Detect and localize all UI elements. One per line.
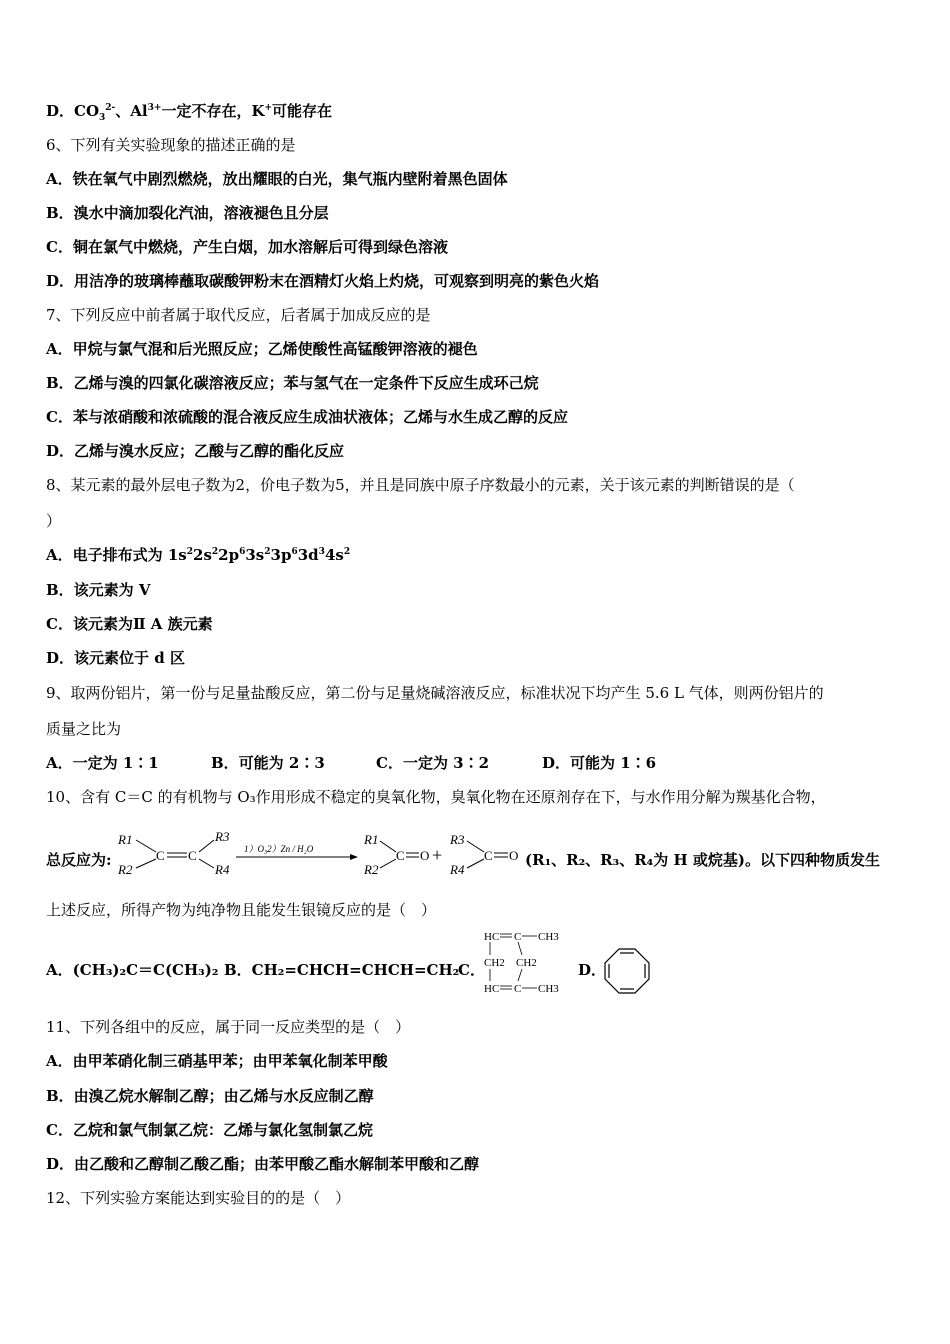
q11-option-b: B．由溴乙烷水解制乙醇；由乙烯与水反应制乙醇 [46,1087,374,1105]
struct-c-top: C [514,931,522,943]
struct-ch2-right: CH2 [516,957,537,969]
q8-option-b: B．该元素为 V [46,581,151,599]
question-6: 6、下列有关实验现象的描述正确的是 [46,136,296,154]
q10-option-d: D． [578,961,607,979]
question-10: 10、含有 C＝C 的有机物与 O₃作用形成不稳定的臭氧化物，臭氧化物在还原剂存在下，与水作用分解为羰基化合物， [46,788,826,806]
eq-r1: R1 [118,832,133,847]
question-10-cont: 上述反应，所得产物为纯净物且能发生银镜反应的是（ ） [46,901,437,919]
q11-option-d: D．由乙酸和乙醇制乙酸乙酯；由苯甲酸乙酯水解制苯甲酸和乙醇 [46,1155,480,1173]
cyclooctatetraene-structure [603,947,651,995]
question-8: 8、某元素的最外层电子数为2，价电子数为5，并且是同族中原子序数最小的元素，关于该元素的判断错误的是（ [46,476,795,494]
eq-r2-product: R2 [364,862,379,877]
eq-r1-product: R1 [364,832,379,847]
eq-c4: C [484,848,493,863]
q11-option-c: C．乙烷和氯气制氯乙烷：乙烯与氯化氢制氯乙烷 [46,1121,373,1139]
eq-r2: R2 [118,862,133,877]
struct-ch2-left: CH2 [484,957,505,969]
eq-r3-product: R3 [450,832,465,847]
q9-option-c: C．一定为 3∶2 [376,754,490,772]
q8-option-d: D．该元素位于 d 区 [46,649,185,667]
struct-ch3-top: CH3 [538,931,559,943]
struct-hc-bottom: HC [484,983,500,995]
question-7: 7、下列反应中前者属于取代反应，后者属于加成反应的是 [46,306,431,324]
question-9-cont: 质量之比为 [46,720,122,738]
eq-c3: C [396,848,405,863]
struct-c-bottom: C [514,983,522,995]
question-12: 12、下列实验方案能达到实验目的的是（ ） [46,1189,351,1207]
q9-option-d: D．可能为 1∶6 [542,754,657,772]
eq-plus: + [432,845,443,865]
q6-option-b: B．溴水中滴加裂化汽油，溶液褪色且分层 [46,204,329,222]
q6-option-c: C．铜在氯气中燃烧，产生白烟，加水溶解后可得到绿色溶液 [46,238,448,256]
q6-option-a: A．铁在氧气中剧烈燃烧，放出耀眼的白光，集气瓶内壁附着黑色固体 [46,170,508,188]
q10-option-c: C． [458,961,485,979]
eq-c1: C [156,848,165,863]
q7-option-b: B．乙烯与溴的四氯化碳溶液反应；苯与氢气在一定条件下反应生成环己烷 [46,374,539,392]
q6-option-d: D．用洁净的玻璃棒蘸取碳酸钾粉末在酒精灯火焰上灼烧，可观察到明亮的紫色火焰 [46,272,600,290]
question-9: 9、取两份铝片，第一份与足量盐酸反应，第二份与足量烧碱溶液反应，标准状况下均产生 5.6 L 气体，则两份铝片的 [46,684,824,702]
eq-o2: O [509,848,519,863]
eq-r4-product: R4 [450,862,465,877]
q7-option-a: A．甲烷与氯气混和后光照反应；乙烯使酸性高锰酸钾溶液的褪色 [46,340,478,358]
question-11: 11、下列各组中的反应，属于同一反应类型的是（ ） [46,1018,411,1036]
struct-hc-top: HC [484,931,500,943]
q10-option-b: B．CH₂=CHCH=CHCH=CH₂ [224,961,460,979]
q10-total-label: 总反应为: [46,851,112,869]
q8-option-c: C．该元素为Ⅱ A 族元素 [46,615,213,633]
q8-option-a: A．电子排布式为 $1s^22s^22p^63s^23p^63d^34s^2$ [46,546,351,564]
q9-option-a: A．一定为 1∶1 [46,754,159,772]
question-8-end: ） [46,512,62,530]
eq-r4: R4 [215,862,230,877]
eq-r3: R3 [215,829,230,844]
struct-ch3-bottom: CH3 [538,983,559,995]
q9-option-b: B．可能为 2∶3 [211,754,325,772]
q10-option-a: A．(CH₃)₂C＝C(CH₃)₂ [46,961,219,979]
cyclohexadiene-structure [482,928,568,998]
eq-o1: O [420,848,430,863]
ozonolysis-equation [112,826,532,882]
q11-option-a: A．由甲苯硝化制三硝基甲苯；由甲苯氧化制苯甲酸 [46,1052,388,1070]
q10-equation-tail: (R₁、R₂、R₃、R₄为 H 或烷基)。以下四种物质发生 [525,851,880,869]
eq-conditions: 1）O₃2）Zn / H₂O [244,844,314,854]
eq-c2: C [188,848,197,863]
q5-option-d: D．$CO_3^{2-}$、$Al^{3+}$一定不存在，K+可能存在 [46,102,333,123]
q7-option-c: C．苯与浓硝酸和浓硫酸的混合液反应生成油状液体；乙烯与水生成乙醇的反应 [46,408,568,426]
q7-option-d: D．乙烯与溴水反应；乙酸与乙醇的酯化反应 [46,442,345,460]
